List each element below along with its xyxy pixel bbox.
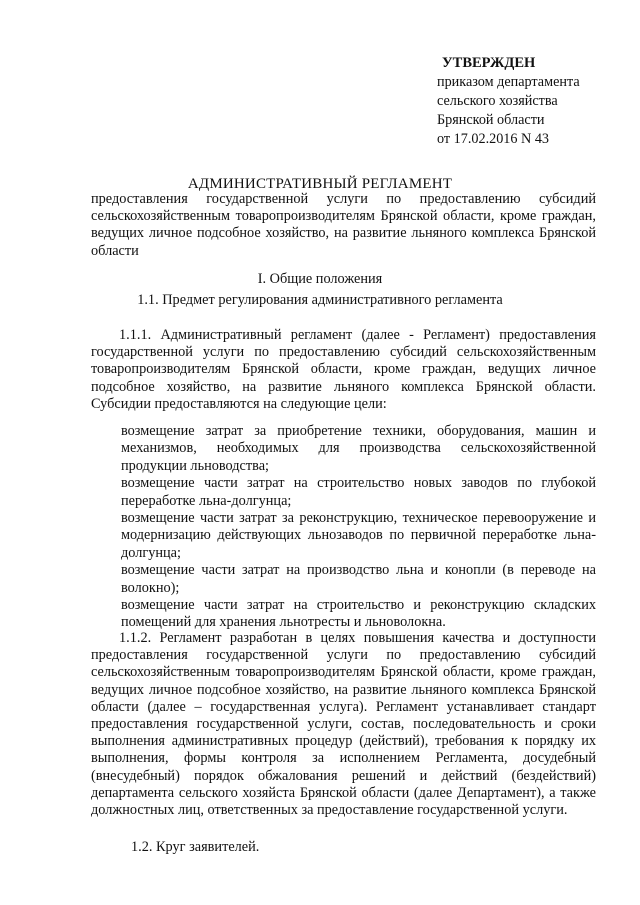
subsection-heading: 1.1. Предмет регулирования административного регламента <box>137 292 503 308</box>
approval-stamp <box>437 54 580 149</box>
approval-line: сельского хозяйства <box>437 93 558 109</box>
document-subtitle: предоставления государственной услуги по предоставлению субсидий сельскохозяйственным товаропроизводителям Брянской области, кроме граждан, ведущих личное подсобное хозяйство, на развитие льняного комплекса Брянской области <box>91 191 596 259</box>
paragraph-1-1-2: 1.1.2. Регламент разработан в целях повышения качества и доступности предоставления государственной услуги по предоставлению субсидий сельскохозяйственным товаропроизводителям Брянской области, кроме граждан, ведущих личное подсобное хозяйство, на развитие льняного комплекса Брянской области (далее – государственная услуга). Регламент устанавливает стандарт предоставления государственной услуги, состав, последовательность и сроки выполнения административных процедур (действий), требования к порядку их выполнения, формы контроля за исполнением Регламента, досудебный (внесудебный) порядок обжалования решений и действий (бездействий) департамента сельского хозяйста Брянской области (далее Департамент), а также должностных лиц, ответственных за предоставление государственной услуги. <box>91 630 596 819</box>
goal-item: возмещение части затрат на строительство и реконструкцию складских помещений для хранения льнотресты и льноволокна. <box>121 597 596 631</box>
goal-item: возмещение затрат за приобретение техники, оборудования, машин и механизмов, необходимых для производства сельскохозяйственной продукции льноводства; <box>121 423 596 474</box>
goal-item: возмещение части затрат на производство льна и конопли (в переводе на волокно); <box>121 562 596 596</box>
document-title: АДМИНИСТРАТИВНЫЙ РЕГЛАМЕНТ <box>187 176 453 192</box>
approval-heading: УТВЕРЖДЕН <box>442 55 536 71</box>
goals-list <box>121 423 596 632</box>
paragraph-1-2: 1.2. Круг заявителей. <box>131 839 260 855</box>
paragraph-1-1-1: 1.1.1. Административный регламент (далее - Регламент) предоставления государственной услуги по предоставлению субсидий сельскохозяйственным товаропроизводителям Брянской области, кроме граждан, ведущих личное подсобное хозяйство, на развитие льняного комплекса Брянской области. Субсидии предоставляются на следующие цели: <box>91 327 596 412</box>
approval-line: Брянской области <box>437 112 545 128</box>
section-heading: I. Общие положения <box>257 271 383 287</box>
goal-item: возмещение части затрат на строительство новых заводов по глубокой переработке льна-долгунца; <box>121 475 596 509</box>
goal-item: возмещение части затрат за реконструкцию, техническое перевооружение и модернизацию действующих льнозаводов по первичной переработке льна- долгунца; <box>121 510 596 561</box>
approval-line: приказом департамента <box>437 74 580 90</box>
approval-line: от 17.02.2016 N 43 <box>437 131 550 147</box>
